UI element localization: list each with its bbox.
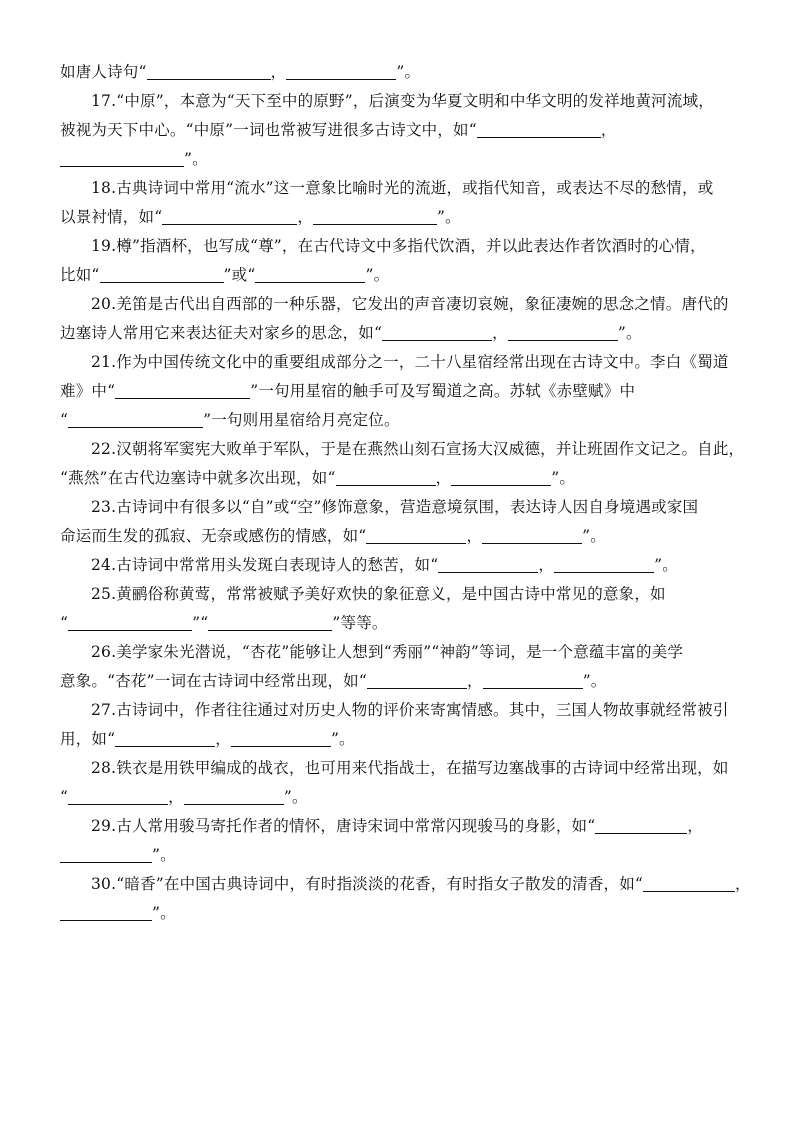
question-text: ”。 — [551, 469, 576, 487]
question-text: ”或“ — [223, 266, 256, 284]
question-text: “燕然”在古代边塞诗中就多次出现，如“ — [60, 469, 336, 487]
question-text: ， — [297, 208, 314, 226]
answer-blank[interactable] — [482, 527, 582, 544]
question-28-line-2 — [60, 783, 740, 812]
question-29-line-2 — [60, 841, 740, 870]
question-text: ”。 — [582, 672, 607, 690]
question-30-line-2 — [60, 899, 740, 928]
answer-blank[interactable] — [68, 788, 168, 805]
question-text: ”。 — [582, 527, 606, 545]
answer-blank[interactable] — [366, 527, 466, 544]
question-26-line-1 — [60, 638, 740, 667]
answer-blank[interactable] — [554, 556, 654, 573]
question-text: ”。 — [654, 556, 678, 574]
question-16-tail — [60, 58, 740, 87]
answer-blank[interactable] — [60, 846, 152, 863]
answer-blank[interactable] — [438, 556, 538, 573]
question-25-line-1 — [60, 580, 740, 609]
question-text: ”。 — [283, 788, 308, 806]
question-text: “ — [60, 788, 69, 806]
answer-blank[interactable] — [367, 672, 467, 689]
question-26-line-2 — [60, 667, 740, 696]
question-21-line-1 — [60, 348, 740, 377]
question-text: 30.“暗香”在中国古典诗词中，有时指淡淡的花香，有时指女子散发的清香，如“ — [91, 875, 644, 893]
question-text: ”。 — [152, 904, 176, 922]
answer-blank[interactable] — [508, 324, 618, 341]
question-text: 25.黄鹂俗称黄莺，常常被赋予美好欢快的象征意义，是中国古诗中常见的意象，如 — [91, 585, 666, 603]
question-text: ”一句用星宿的触手可及写蜀道之高。苏轼《赤壁赋》中 — [250, 382, 636, 400]
question-text: 以景衬情，如“ — [60, 208, 163, 226]
answer-blank[interactable] — [313, 208, 437, 225]
question-text: ， — [600, 121, 617, 139]
answer-blank[interactable] — [184, 788, 284, 805]
question-text: 用，如“ — [60, 730, 116, 748]
question-text: “ — [60, 614, 69, 632]
question-27-line-1 — [60, 696, 740, 725]
answer-blank[interactable] — [382, 324, 492, 341]
question-29-line-1 — [60, 812, 740, 841]
answer-blank[interactable] — [483, 672, 583, 689]
question-text: ， — [735, 875, 751, 893]
question-28-line-1 — [60, 754, 740, 783]
answer-blank[interactable] — [595, 817, 687, 834]
answer-blank[interactable] — [162, 208, 297, 225]
question-text: ， — [466, 672, 483, 690]
answer-blank[interactable] — [255, 266, 365, 283]
question-24 — [60, 551, 740, 580]
answer-blank[interactable] — [100, 266, 224, 283]
question-text: ， — [687, 817, 704, 835]
worksheet-page — [60, 58, 751, 928]
answer-blank[interactable] — [336, 469, 436, 486]
question-text: ”。 — [617, 324, 642, 342]
question-22-line-2 — [60, 464, 740, 493]
question-27-line-2 — [60, 725, 740, 754]
answer-blank[interactable] — [68, 614, 192, 631]
answer-blank[interactable] — [68, 411, 203, 428]
question-text: 26.美学家朱光潜说，“杏花”能够让人想到“秀丽”“神韵”等词，是一个意蕴丰富的美学 — [91, 643, 684, 661]
question-text: 17.“中原”，本意为“天下至中的原野”，后演变为华夏文明和中华文明的发祥地黄河流域， — [91, 92, 714, 110]
answer-blank[interactable] — [115, 382, 250, 399]
question-text: ， — [270, 63, 287, 81]
question-17-line-3 — [60, 145, 740, 174]
question-text: ”“ — [192, 614, 209, 632]
question-23-line-2 — [60, 522, 740, 551]
question-text: 18.古典诗词中常用“流水”这一意象比喻时光的流逝，或指代知音，或表达不尽的愁情，或 — [91, 179, 714, 197]
question-text: 23.古诗词中有很多以“自”或“空”修饰意象，营造意境氛围，表达诗人因自身境遇或家国 — [91, 498, 699, 516]
answer-blank[interactable] — [451, 469, 551, 486]
question-text: ， — [215, 730, 231, 748]
answer-blank[interactable] — [643, 875, 735, 892]
question-text: ”等等。 — [332, 614, 388, 632]
question-text: ”。 — [184, 150, 208, 168]
question-19-line-2 — [60, 261, 740, 290]
question-text: ， — [538, 556, 555, 574]
question-text: 27.古诗词中，作者往往通过对历史人物的评价来寄寓情感。其中，三国人物故事就经常被引 — [91, 701, 729, 719]
question-text: ， — [492, 324, 508, 342]
question-text: ， — [435, 469, 452, 487]
question-text: 被视为天下中心。“中原”一词也常被写进很多古诗文中，如“ — [60, 121, 477, 139]
answer-blank[interactable] — [60, 904, 152, 921]
question-23-line-1 — [60, 493, 740, 522]
question-text: 19.樽”指酒杯，也写成“尊”，在古代诗文中多指代饮酒，并以此表达作者饮酒时的心情， — [91, 237, 706, 255]
answer-blank[interactable] — [60, 150, 184, 167]
question-text: 意象。“杏花”一词在古诗词中经常出现，如“ — [60, 672, 367, 690]
question-text: 比如“ — [60, 266, 100, 284]
question-text: ”。 — [152, 846, 176, 864]
question-text: 命运而生发的孤寂、无奈或感伤的情感，如“ — [60, 527, 367, 545]
question-text: 20.羌笛是古代出自西部的一种乐器，它发出的声音凄切哀婉，象征凄婉的思念之情。唐代的 — [91, 295, 729, 313]
question-text: ， — [466, 527, 483, 545]
question-text: ， — [168, 788, 184, 806]
question-22-line-1 — [60, 435, 745, 464]
question-text: 难》中“ — [60, 382, 116, 400]
question-18-line-1 — [60, 174, 740, 203]
question-21-line-3 — [60, 406, 740, 435]
question-text: “ — [60, 411, 69, 429]
question-text: 28.铁衣是用铁甲编成的战衣，也可用来代指战士，在描写边塞战事的古诗词中经常出现，如 — [91, 759, 729, 777]
question-text: ”。 — [365, 266, 390, 284]
question-30-line-1 — [60, 870, 751, 899]
answer-blank[interactable] — [115, 730, 215, 747]
question-18-line-2 — [60, 203, 740, 232]
answer-blank[interactable] — [286, 63, 396, 80]
answer-blank[interactable] — [208, 614, 332, 631]
question-17-line-1 — [60, 87, 740, 116]
question-text: ”。 — [396, 63, 421, 81]
question-20-line-1 — [60, 290, 740, 319]
answer-blank[interactable] — [147, 63, 271, 80]
question-text: 29.古人常用骏马寄托作者的情怀，唐诗宋词中常常闪现骏马的身影，如“ — [91, 817, 596, 835]
question-25-line-2 — [60, 609, 740, 638]
question-text: ”。 — [330, 730, 355, 748]
question-text: ”。 — [437, 208, 461, 226]
question-text: 边塞诗人常用它来表达征夫对家乡的思念，如“ — [60, 324, 383, 342]
question-21-line-2 — [60, 377, 740, 406]
answer-blank[interactable] — [477, 121, 601, 138]
answer-blank[interactable] — [231, 730, 331, 747]
question-text: 22.汉朝将军窦宪大败单于军队，于是在燕然山刻石宣扬大汉威德，并让班固作文记之。自此， — [91, 440, 745, 458]
question-text: ”一句则用星宿给月亮定位。 — [203, 411, 400, 429]
question-19-line-1 — [60, 232, 740, 261]
question-20-line-2 — [60, 319, 740, 348]
question-17-line-2 — [60, 116, 740, 145]
question-text: 21.作为中国传统文化中的重要组成部分之一，二十八星宿经常出现在古诗文中。李白《蜀道 — [91, 353, 729, 371]
question-text: 如唐人诗句“ — [60, 63, 147, 81]
question-text: 24.古诗词中常常用头发斑白表现诗人的愁苦，如“ — [91, 556, 439, 574]
